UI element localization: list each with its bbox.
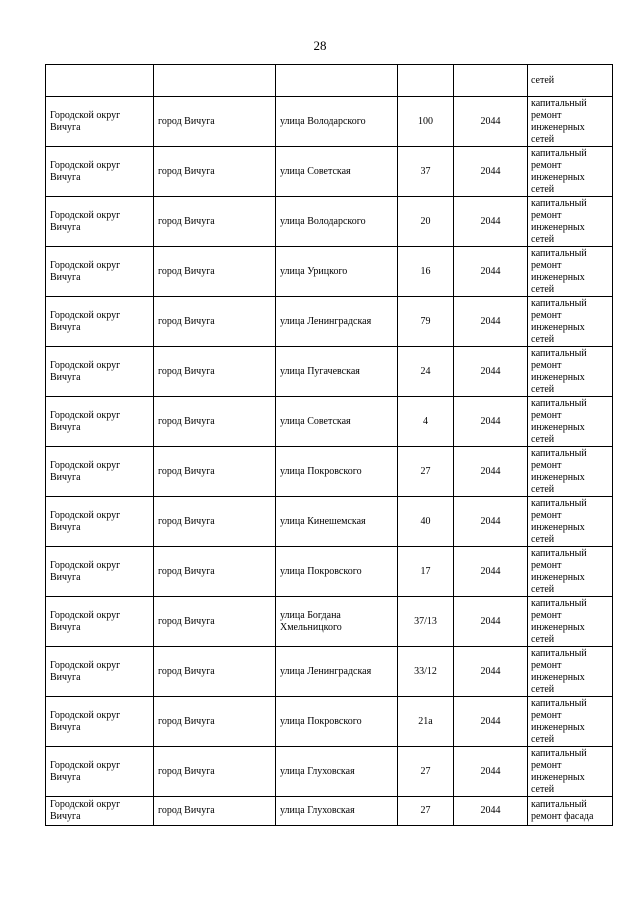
- district-cell: Городской округ Вичуга: [46, 97, 154, 147]
- year-cell: 2044: [454, 247, 528, 297]
- district-cell: Городской округ Вичуга: [46, 247, 154, 297]
- district-cell: Городской округ Вичуга: [46, 197, 154, 247]
- street-cell: улица Ленинградская: [276, 647, 398, 697]
- city-cell: город Вичуга: [154, 647, 276, 697]
- house-number-cell: 37: [398, 147, 454, 197]
- table-row: [46, 397, 613, 447]
- city-cell: город Вичуга: [154, 297, 276, 347]
- street-cell: улица Пугачевская: [276, 347, 398, 397]
- district-cell: Городской округ Вичуга: [46, 147, 154, 197]
- city-cell: город Вичуга: [154, 597, 276, 647]
- city-cell: город Вичуга: [154, 247, 276, 297]
- house-number-cell: 37/13: [398, 597, 454, 647]
- district-cell: Городской округ Вичуга: [46, 647, 154, 697]
- table-row-continuation: [46, 65, 613, 97]
- table-row: [46, 247, 613, 297]
- work-type-cell: капитальный ремонт инженерных сетей: [528, 497, 613, 547]
- table-row: [46, 297, 613, 347]
- year-cell: 2044: [454, 97, 528, 147]
- table-row: [46, 147, 613, 197]
- year-cell: 2044: [454, 297, 528, 347]
- street-cell: улица Советская: [276, 147, 398, 197]
- city-cell: город Вичуга: [154, 347, 276, 397]
- city-cell: город Вичуга: [154, 797, 276, 826]
- year-cell: 2044: [454, 797, 528, 826]
- house-number-cell: 17: [398, 547, 454, 597]
- city-cell: [154, 65, 276, 97]
- house-number-cell: 27: [398, 447, 454, 497]
- district-cell: Городской округ Вичуга: [46, 747, 154, 797]
- year-cell: 2044: [454, 397, 528, 447]
- house-number-cell: 100: [398, 97, 454, 147]
- city-cell: город Вичуга: [154, 97, 276, 147]
- street-cell: улица Ленинградская: [276, 297, 398, 347]
- year-cell: [454, 65, 528, 97]
- work-type-cell: капитальный ремонт инженерных сетей: [528, 397, 613, 447]
- table-row: [46, 197, 613, 247]
- city-cell: город Вичуга: [154, 747, 276, 797]
- district-cell: Городской округ Вичуга: [46, 497, 154, 547]
- table-row: [46, 547, 613, 597]
- house-number-cell: 27: [398, 747, 454, 797]
- district-cell: Городской округ Вичуга: [46, 797, 154, 826]
- house-number-cell: 20: [398, 197, 454, 247]
- work-type-cell: капитальный ремонт инженерных сетей: [528, 647, 613, 697]
- street-cell: улица Кинешемская: [276, 497, 398, 547]
- house-number-cell: 27: [398, 797, 454, 826]
- year-cell: 2044: [454, 197, 528, 247]
- house-number-cell: 79: [398, 297, 454, 347]
- city-cell: город Вичуга: [154, 547, 276, 597]
- district-cell: Городской округ Вичуга: [46, 347, 154, 397]
- house-number-cell: 40: [398, 497, 454, 547]
- table-row: [46, 97, 613, 147]
- work-type-cell: капитальный ремонт инженерных сетей: [528, 347, 613, 397]
- street-cell: улица Володарского: [276, 197, 398, 247]
- repair-schedule-table: [45, 64, 613, 826]
- work-type-cell: капитальный ремонт инженерных сетей: [528, 297, 613, 347]
- year-cell: 2044: [454, 747, 528, 797]
- work-type-cell: капитальный ремонт инженерных сетей: [528, 697, 613, 747]
- house-number-cell: 33/12: [398, 647, 454, 697]
- street-cell: [276, 65, 398, 97]
- district-cell: Городской округ Вичуга: [46, 697, 154, 747]
- work-type-cell: капитальный ремонт инженерных сетей: [528, 447, 613, 497]
- year-cell: 2044: [454, 447, 528, 497]
- work-type-cell: капитальный ремонт инженерных сетей: [528, 597, 613, 647]
- street-cell: улица Покровского: [276, 547, 398, 597]
- year-cell: 2044: [454, 147, 528, 197]
- city-cell: город Вичуга: [154, 447, 276, 497]
- year-cell: 2044: [454, 347, 528, 397]
- house-number-cell: 4: [398, 397, 454, 447]
- work-cell: сетей: [528, 65, 613, 97]
- year-cell: 2044: [454, 697, 528, 747]
- house-number-cell: 16: [398, 247, 454, 297]
- street-cell: улица Глуховская: [276, 747, 398, 797]
- house-cell: [398, 65, 454, 97]
- street-cell: улица Богдана Хмельницкого: [276, 597, 398, 647]
- work-type-cell: капитальный ремонт инженерных сетей: [528, 147, 613, 197]
- year-cell: 2044: [454, 597, 528, 647]
- year-cell: 2044: [454, 647, 528, 697]
- street-cell: улица Покровского: [276, 697, 398, 747]
- street-cell: улица Глуховская: [276, 797, 398, 826]
- district-cell: Городской округ Вичуга: [46, 397, 154, 447]
- year-cell: 2044: [454, 497, 528, 547]
- district-cell: Городской округ Вичуга: [46, 547, 154, 597]
- year-cell: 2044: [454, 547, 528, 597]
- city-cell: город Вичуга: [154, 397, 276, 447]
- street-cell: улица Покровского: [276, 447, 398, 497]
- work-type-cell: капитальный ремонт инженерных сетей: [528, 97, 613, 147]
- work-type-cell: капитальный ремонт инженерных сетей: [528, 547, 613, 597]
- city-cell: город Вичуга: [154, 197, 276, 247]
- district-cell: Городской округ Вичуга: [46, 297, 154, 347]
- work-type-cell: капитальный ремонт инженерных сетей: [528, 247, 613, 297]
- street-cell: улица Советская: [276, 397, 398, 447]
- table-row: [46, 497, 613, 547]
- work-type-cell: капитальный ремонт инженерных сетей: [528, 197, 613, 247]
- table-body: [46, 65, 613, 826]
- city-cell: город Вичуга: [154, 147, 276, 197]
- city-cell: город Вичуга: [154, 697, 276, 747]
- work-type-cell: капитальный ремонт инженерных сетей: [528, 747, 613, 797]
- work-type-cell: капитальный ремонт фасада: [528, 797, 613, 826]
- district-cell: Городской округ Вичуга: [46, 447, 154, 497]
- district-cell: [46, 65, 154, 97]
- street-cell: улица Володарского: [276, 97, 398, 147]
- house-number-cell: 21а: [398, 697, 454, 747]
- table-row: [46, 347, 613, 397]
- table-row: [46, 647, 613, 697]
- street-cell: улица Урицкого: [276, 247, 398, 297]
- district-cell: Городской округ Вичуга: [46, 597, 154, 647]
- table-row: [46, 747, 613, 797]
- city-cell: город Вичуга: [154, 497, 276, 547]
- table-row: [46, 797, 613, 826]
- house-number-cell: 24: [398, 347, 454, 397]
- table-row: [46, 597, 613, 647]
- table-row: [46, 447, 613, 497]
- page-number: 28: [313, 38, 327, 53]
- table-row: [46, 697, 613, 747]
